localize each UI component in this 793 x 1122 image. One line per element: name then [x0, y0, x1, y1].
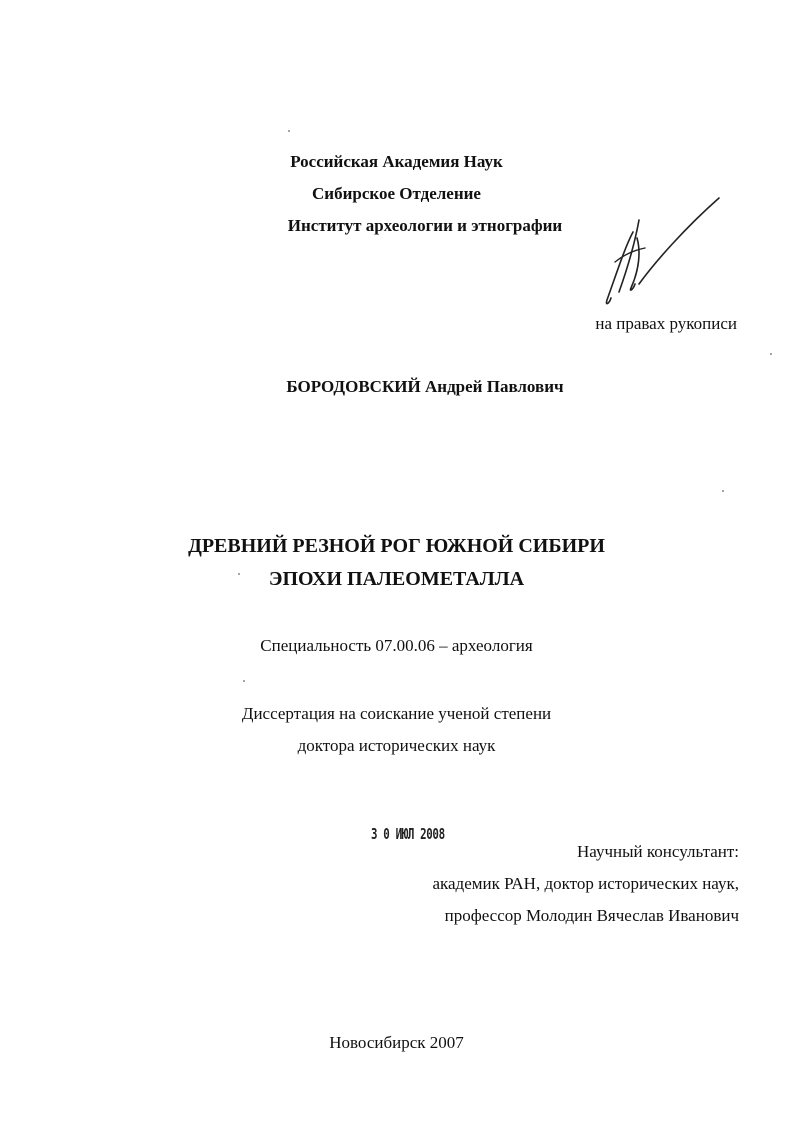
consultant-name: профессор Молодин Вячеслав Иванович: [444, 906, 739, 925]
scan-speck: [288, 130, 290, 132]
branch-name: Сибирское Отделение: [312, 184, 481, 203]
scan-speck: [238, 573, 240, 575]
dissertation-line-1: Диссертация на соискание ученой степени: [241, 704, 552, 723]
place-and-year: Новосибирск 2007: [329, 1033, 464, 1052]
author-line: [0, 378, 793, 395]
institute-name: Институт археологии и этнографии: [287, 216, 563, 235]
author-given-names: Андрей Павлович: [425, 377, 564, 396]
consultant-title: академик РАН, доктор исторических наук,: [432, 874, 739, 893]
thesis-title-line-2: ЭПОХИ ПАЛЕОМЕТАЛЛА: [268, 568, 525, 590]
receipt-date-stamp: 3 0 ИЮЛ 2008: [371, 825, 445, 843]
specialty: Специальность 07.00.06 – археология: [260, 636, 533, 655]
scan-speck: [243, 680, 245, 682]
author-surname: БОРОДОВСКИЙ: [286, 377, 421, 396]
dissertation-line-2: доктора исторических наук: [297, 736, 496, 755]
handwritten-signature: [595, 192, 725, 312]
thesis-title-line-1: ДРЕВНИЙ РЕЗНОЙ РОГ ЮЖНОЙ СИБИРИ: [188, 535, 605, 557]
academy-name: Российская Академия Наук: [290, 152, 503, 171]
scan-speck: [770, 353, 772, 355]
consultant-label: Научный консультант:: [577, 842, 739, 861]
scan-speck: [722, 490, 724, 492]
manuscript-note: на правах рукописи: [595, 314, 737, 333]
